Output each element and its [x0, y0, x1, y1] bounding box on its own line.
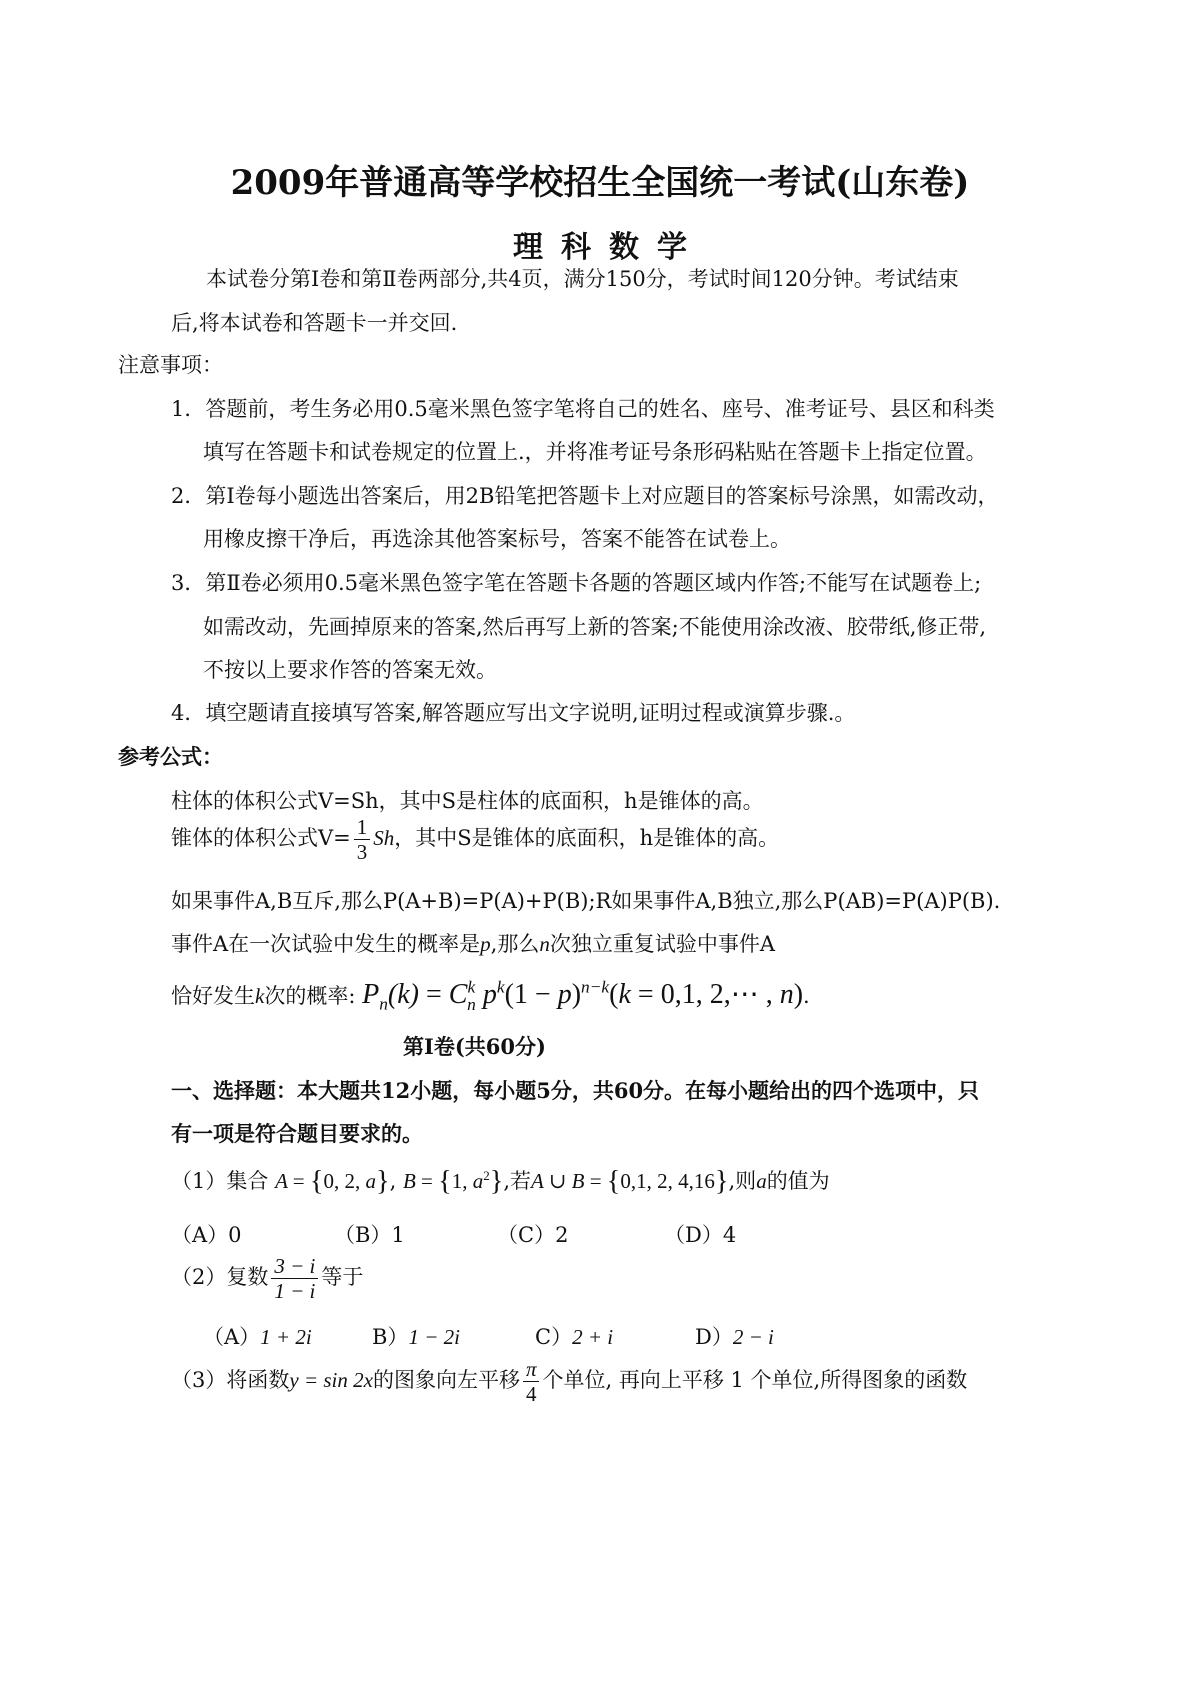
fraction-numerator: 1 [354, 815, 371, 840]
one-third-fraction [354, 815, 371, 864]
binomial-probability-formula: $P_n(k) = C^k_n$ $p^k(1 - p)^{n-k}(k = 0,1$, 2,⋯ , n) [362, 977, 804, 1014]
question-1-option-d[interactable]: （D）4 [664, 1223, 737, 1247]
formula-pyramid-prefix: 锥体的体积公式V= [171, 826, 351, 851]
question-2-option-b[interactable]: B）1 − 2i [372, 1325, 460, 1349]
formula-prism-volume: 柱体的体积公式V=Sh，其中S是柱体的底面积，h是锥体的高。 [171, 789, 764, 813]
sh-variable: Sh [373, 826, 395, 851]
note-item-3-line-3: 不按以上要求作答的答案无效。 [203, 658, 497, 682]
question-3 [171, 1357, 967, 1406]
bernoulli-text-c: 次独立重复试验中事件A [549, 932, 776, 956]
set-a-definition: A = {0, 2, a} [275, 1166, 390, 1197]
intro-line-2: 后,将本试卷和答题卡一并交回. [171, 311, 458, 335]
complex-numerator: 3 − i [271, 1254, 318, 1279]
bernoulli-text-b: ,那么 [490, 932, 540, 956]
p-variable: p [480, 932, 491, 956]
note-item-3-line-2: 如需改动，先画掉原来的答案,然后再写上新的答案;不能使用涂改液、胶带纸,修正带, [203, 615, 987, 639]
question-1: （1）集合 A = {0, 2, a}, B = {1, $a^2$},若A ∪ B = {0,1, 2, 4,16},则a的值为 [171, 1166, 830, 1197]
question-2-option-c[interactable]: C）2 + i [535, 1325, 614, 1349]
bernoulli-text-a: 事件A在一次试验中发生的概率是 [171, 932, 481, 956]
note-item-3-line-1: 3．第Ⅱ卷必须用0.5毫米黑色签字笔在答题卡各题的答题区域内作答;不能写在试题卷上; [171, 571, 982, 595]
note-item-1-line-1: 1．答题前，考生务必用0.5毫米黑色签字笔将自己的姓名、座号、准考证号、县区和科类 [171, 397, 995, 421]
question-1-option-a[interactable]: （A）0 [171, 1223, 242, 1247]
a-variable: a [756, 1169, 767, 1193]
question-1-prefix: （1）集合 [171, 1169, 269, 1193]
binomial-period: . [803, 984, 810, 1008]
section-1-line-2: 有一项是符合题目要求的。 [171, 1121, 423, 1146]
part-1-title: 第Ⅰ卷(共60分) [403, 1034, 546, 1059]
note-item-2-line-2: 用橡皮擦干净后，再选涂其他答案标号，答案不能答在试卷上。 [203, 527, 791, 551]
exam-subtitle: 理科数学 [513, 230, 705, 265]
question-2-option-d[interactable]: D）2 − i [695, 1325, 774, 1349]
question-3-text-a: 的图象向左平移 [372, 1368, 520, 1393]
complex-fraction [271, 1254, 318, 1303]
formula-pyramid-suffix: ，其中S是锥体的底面积，h是锥体的高。 [394, 826, 780, 851]
four-denominator: 4 [525, 1382, 537, 1407]
formula-bernoulli-intro [171, 928, 775, 958]
question-2-prefix: （2）复数 [171, 1265, 269, 1290]
note-item-1-line-2: 填写在答题卡和试卷规定的位置上.，并将准考证号条形码粘贴在答题卡上指定位置。 [203, 440, 987, 464]
note-item-2-line-1: 2．第Ⅰ卷每小题选出答案后，用2B铅笔把答题卡上对应题目的答案标号涂黑，如需改动， [171, 484, 999, 508]
note-item-4-line-1: 4．填空题请直接填写答案,解答题应写出文字说明,证明过程或演算步骤.。 [171, 701, 856, 725]
question-1-option-b[interactable]: （B）1 [334, 1223, 405, 1247]
fraction-denominator: 3 [356, 840, 368, 865]
binomial-text-a: 恰好发生 [171, 984, 255, 1008]
question-2-option-a[interactable]: （A）1 + 2i [203, 1325, 312, 1349]
question-1-if: ,若 [503, 1169, 532, 1193]
set-b-definition: B = {1, $a^2$} [402, 1166, 504, 1197]
formula-pyramid-volume [171, 815, 779, 864]
formula-binomial [171, 977, 810, 1014]
pi-over-four-fraction [523, 1357, 540, 1406]
union-expression: A ∪ B = {0,1, 2, 4,16} [531, 1166, 729, 1197]
question-1-value-text: 的值为 [766, 1169, 830, 1193]
sine-function: y = sin 2x [289, 1368, 373, 1393]
k-variable: k [255, 984, 265, 1008]
formulas-heading: 参考公式： [118, 744, 223, 769]
n-variable: n [539, 932, 550, 956]
pi-numerator: π [523, 1357, 540, 1382]
question-1-then: ,则 [728, 1169, 757, 1193]
complex-denominator: 1 − i [274, 1279, 316, 1304]
question-3-text-b: 个单位, 再向上平移 1 个单位,所得图象的函数 [542, 1368, 968, 1393]
question-3-prefix: （3）将函数 [171, 1368, 290, 1393]
exam-title: 2009年普通高等学校招生全国统一考试(山东卷) [230, 163, 970, 203]
binomial-text-b: 次的概率: [264, 984, 356, 1008]
question-2 [171, 1254, 363, 1303]
question-2-text: 等于 [321, 1265, 364, 1290]
section-1-line-1: 一、选择题：本大题共12小题，每小题5分，共60分。在每小题给出的四个选项中，只 [171, 1078, 980, 1103]
intro-line-1: 本试卷分第Ⅰ卷和第Ⅱ卷两部分,共4页，满分150分，考试时间120分钟。考试结束 [206, 267, 959, 291]
notes-heading: 注意事项： [118, 353, 223, 377]
question-1-option-c[interactable]: （C）2 [497, 1223, 569, 1247]
formula-probability-events: 如果事件A,B互斥,那么P(A+B)=P(A)+P(B);R如果事件A,B独立,那么P(AB)=P(A)P(B). [171, 889, 1001, 913]
